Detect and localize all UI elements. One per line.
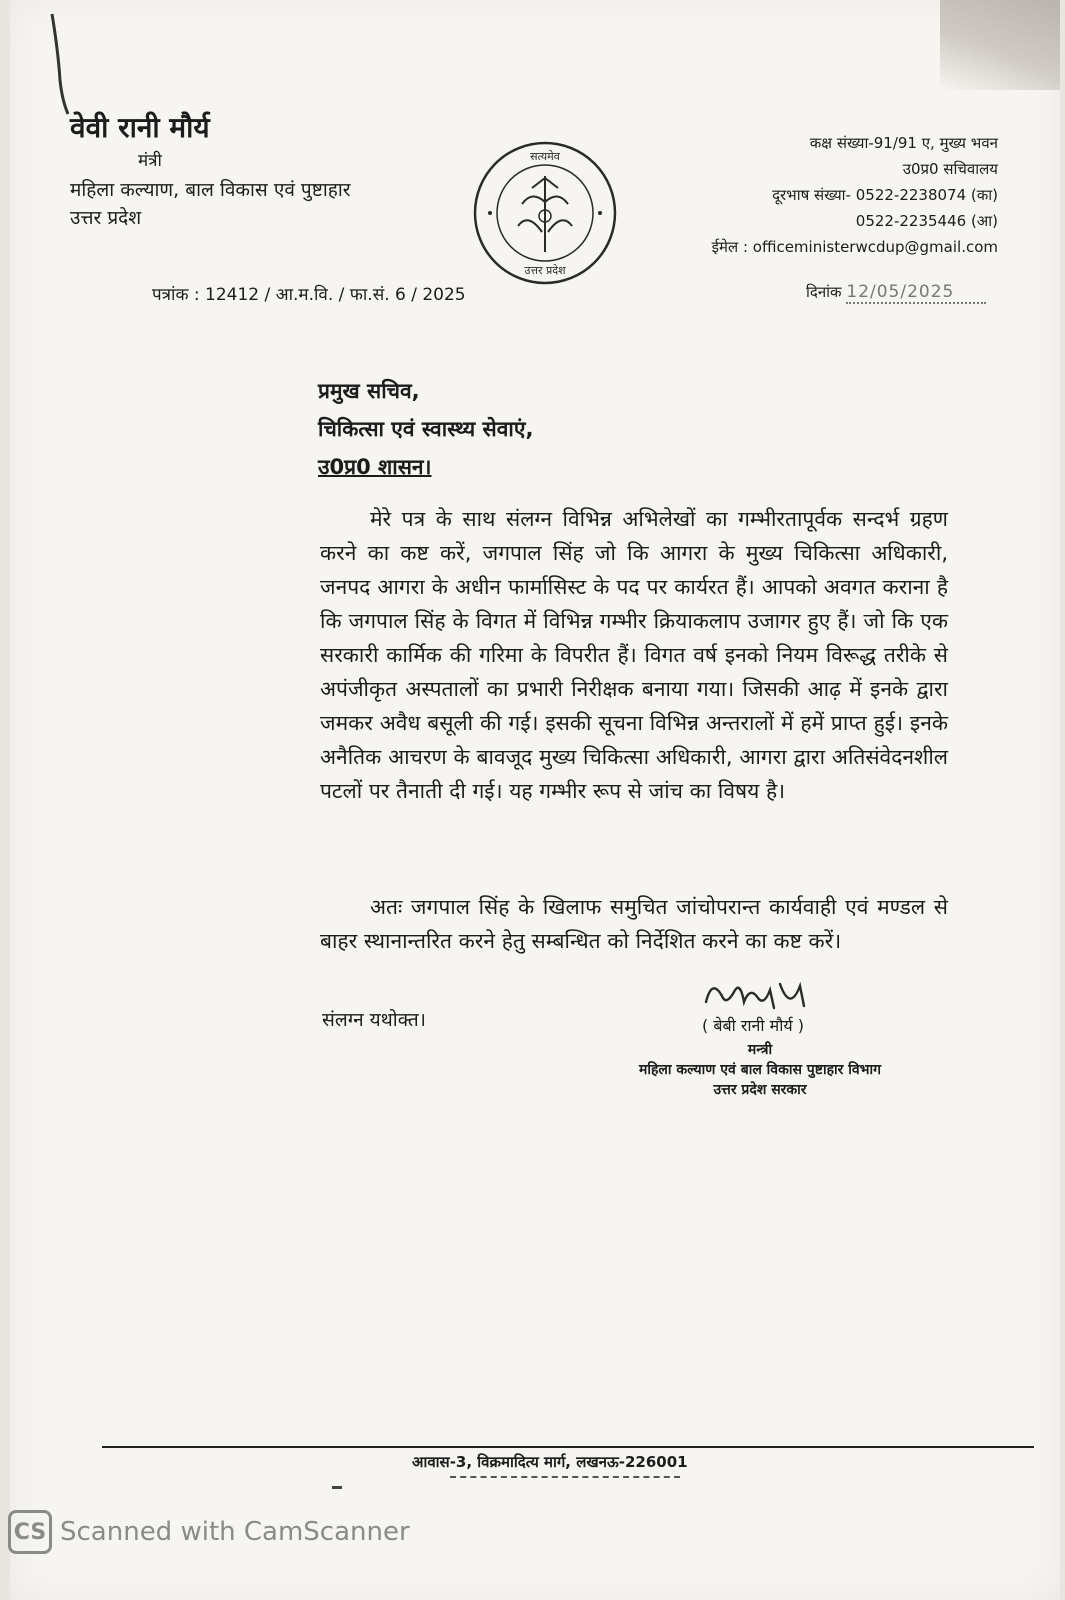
camscanner-text: Scanned with CamScanner	[60, 1517, 410, 1547]
staple-mark	[48, 10, 70, 120]
date-label: दिनांक	[806, 283, 842, 301]
office-building: उ0प्र0 सचिवालय	[902, 160, 998, 178]
office-email: ईमेल : officeministerwcdup@gmail.com	[711, 238, 998, 256]
minister-department	[70, 176, 430, 232]
office-room: कक्ष संख्या-91/91 ए, मुख्य भवन	[809, 134, 998, 152]
recipient-block	[318, 372, 533, 486]
date-field	[806, 282, 986, 304]
handwritten-signature	[700, 972, 820, 1016]
enclosure-note: संलग्न यथोक्त।	[322, 1009, 426, 1031]
minister-name: वेवी रानी मौर्य	[70, 111, 210, 144]
footer-address: आवास-3, विक्रमादित्य मार्ग, लखनऊ-226001	[412, 1453, 688, 1471]
office-phone-2: 0522-2235446 (आ)	[855, 212, 998, 230]
signatory-department: महिला कल्याण एवं बाल विकास पुष्टाहार विभाग	[638, 1062, 881, 1078]
emblem-bottom-text: उत्तर प्रदेश	[524, 264, 566, 277]
body-paragraph-1: मेरे पत्र के साथ संलग्न विभिन्न अभिलेखों का गम्भीरतापूर्वक सन्दर्भ ग्रहण करने का कष्ट करें, जगपाल सिंह जो कि आगरा के मुख्य चिकित्सा अधिकारी, जनपद आगरा के अधीन फार्मासिस्ट के पद पर कार्यरत हैं। आपको अवगत कराना है कि जगपाल सिंह के विगत में विभिन्न गम्भीर क्रियाकलाप उजागर हुए हैं। जो कि एक सरकारी कार्मिक की गरिमा के विपरीत हैं। विगत वर्ष इनको नियम विरूद्ध तरीके से अपंजीकृत अस्पतालों का प्रभारी निरीक्षक बनाया गया। जिसकी आढ़ में इनके द्वारा जमकर अवैध बसूली की गई। इसकी सूचना विभिन्न अन्तरालों में हमें प्राप्त हुई। इनके अनैतिक आचरण के बावजूद मुख्य चिकित्सा अधिकारी, आगरा द्वारा अतिसंवेदनशील पटलों पर तैनाती दी गई। यह गम्भीर रूप से जांच का विषय है।	[320, 507, 948, 803]
footer-divider	[102, 1446, 1034, 1448]
footer-dashes	[450, 1476, 680, 1486]
scan-corner-shadow	[940, 0, 1060, 90]
body-paragraph-2: अतः जगपाल सिंह के खिलाफ समुचित जांचोपरान्त कार्यवाही एवं मण्डल से बाहर स्थानान्तरित करने हेतु सम्बन्धित को निर्देशित करने का कष्ट करें।	[320, 895, 948, 953]
signatory-designation: मन्त्री	[747, 1042, 773, 1058]
state-name: उत्तर प्रदेश	[70, 207, 142, 229]
scan-speck	[332, 1486, 342, 1489]
signatory-designation-block	[610, 1040, 910, 1100]
emblem-icon	[472, 140, 618, 286]
office-address-block	[712, 130, 998, 260]
date-value: 12/05/2025	[846, 282, 986, 304]
letter-page	[10, 0, 1060, 1600]
recipient-line-3: उ0प्र0 शासन।	[318, 455, 432, 479]
emblem-top-text: सत्यमेव	[530, 150, 560, 163]
camscanner-logo-icon: CS	[8, 1510, 52, 1554]
up-emblem	[472, 140, 618, 286]
department-name: महिला कल्याण, बाल विकास एवं पुष्टाहार	[70, 179, 351, 201]
recipient-line-1: प्रमुख सचिव,	[318, 379, 420, 403]
office-phone-1: दूरभाष संख्या- 0522-2238074 (का)	[772, 186, 998, 204]
reference-number: पत्रांक : 12412 / आ.म.वि. / फा.सं. 6 / 2025	[152, 285, 466, 305]
minister-title: मंत्री	[138, 151, 162, 171]
camscanner-watermark	[8, 1510, 410, 1554]
signatory-government: उत्तर प्रदेश सरकार	[713, 1082, 807, 1098]
recipient-line-2: चिकित्सा एवं स्वास्थ्य सेवाएं,	[318, 417, 534, 441]
signatory-name: ( बेबी रानी मौर्य )	[702, 1016, 804, 1035]
